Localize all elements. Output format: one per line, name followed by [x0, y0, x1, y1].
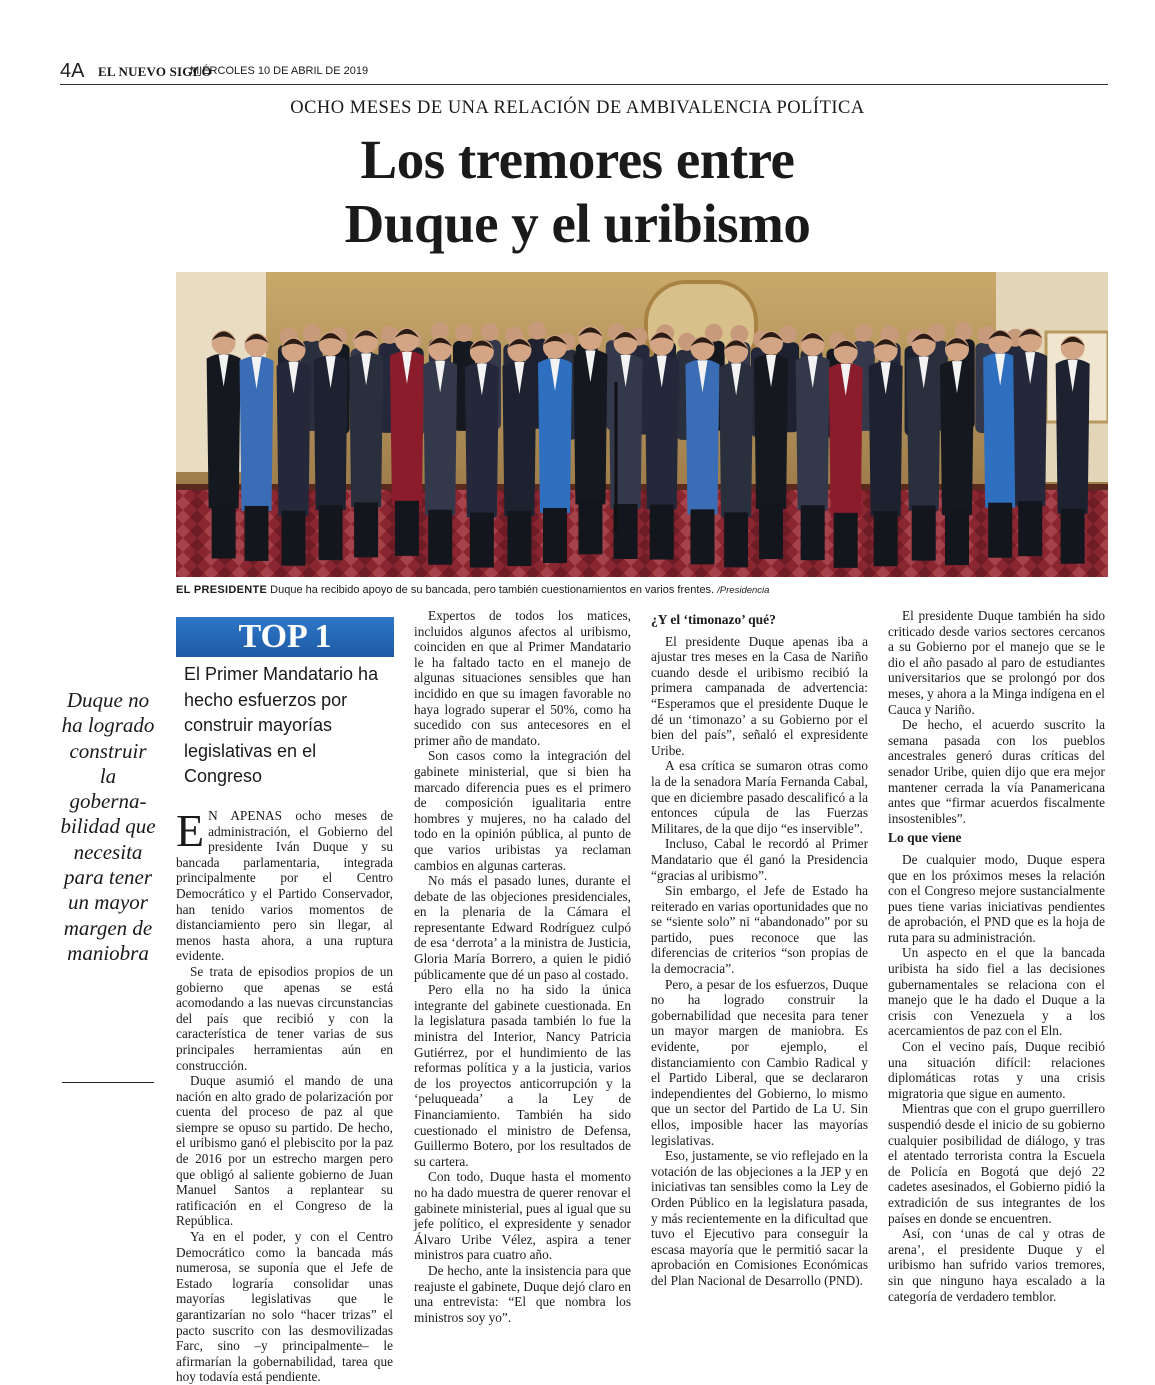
photo-caption — [176, 584, 1108, 596]
article-headline — [0, 128, 1155, 256]
paragraph: Así, con ‘unas de cal y otras de arena’, el presidente Duque y el uribismo han sufrido varios tremores, sin que ninguno haya escalado a la categoría de verdadero temblor. — [888, 1226, 1105, 1304]
paragraph: Incluso, Cabal le recordó al Primer Mandatario que él ganó la Presidencia “gracias al uribismo”. — [651, 836, 868, 883]
paragraph: Expertos de todos los matices, incluidos algunos afectos al uribismo, coinciden en que al Primer Mandatario le ha faltado tacto en el manejo de algunas situaciones sensibles que han incidido en que su imagen favorable no haya logrado superar el 50%, como ha sucedido con sus antecesores en el primer año de mandato. — [414, 608, 631, 748]
article-column-1 — [176, 805, 393, 1385]
issue-date: MIÉRCOLES 10 DE ABRIL DE 2019 — [190, 65, 369, 77]
article-column-4 — [888, 608, 1105, 1304]
article-column-3 — [651, 608, 868, 1289]
headline-line-1: Los tremores entre — [360, 129, 795, 190]
group-photo — [176, 272, 1108, 577]
section-heading: Lo que viene — [888, 830, 962, 846]
paragraph: El presidente Duque apenas iba a ajustar tres meses en la Casa de Nariño cuando desde el uribismo recibió la primera campanada de advertencia: “Esperamos que el presidente Duque le dé un ‘timonazo’ a su Gobierno por el bien del país”, señaló el expresidente Uribe. — [651, 633, 868, 758]
article-column-2 — [414, 608, 631, 1325]
top-summary: El Primer Mandatario ha hecho esfuerzos por construir mayorías legislativas en el Congreso — [184, 664, 379, 786]
paragraph: De hecho, el acuerdo suscrito la semana pasada con los pueblos ancestrales generó duras críticas del senador Uribe, quien dijo que era mejor mantener cerrada la vía Panamericana antes que “firmar acuerdos fiscalmente insostenibles”. — [888, 717, 1105, 826]
paragraph: Un aspecto en el que la bancada uribista ha sido fiel a las decisiones gubernamentales se relaciona con el manejo que le ha dado el Duque a la crisis con Venezuela y a los acercamientos de paz con el Eln. — [888, 945, 1105, 1039]
pull-quote: Duque no ha logrado construir la goberna-bilidad que necesita para tener un mayor margen de maniobra — [60, 688, 156, 965]
paragraph: Sin embargo, el Jefe de Estado ha reiterado en varias oportunidades que no se “siente solo” ni “abandonado” por su partido, pues reconoce que las diferencias de criterios “son propias de la democracia”. — [651, 883, 868, 977]
pull-quote-rule — [62, 1082, 154, 1083]
paragraph: De cualquier modo, Duque espera que en los próximos meses la relación con el Congreso mejore sustancialmente pues tiene varias iniciativas pendientes de aprobación, el PND que es la hoja de ruta para su administración. — [888, 851, 1105, 945]
paragraph: E N APENAS ocho meses de administración, el Gobierno del presidente Iván Duque y su bancada parlamentaria, integrada principalmente por el Centro Democrático y el Partido Conservador, han tenido varios momentos de distanciamiento pero sin llegar, al menos hasta ahora, a una ruptura evidente. — [176, 805, 393, 964]
headline-line-2: Duque y el uribismo — [344, 193, 811, 254]
caption-text: Duque ha recibido apoyo de su bancada, pero también cuestionamientos en varios frentes. — [267, 584, 718, 596]
paragraph: Con el vecino país, Duque recibió una situación difícil: relaciones diplomáticas rotas y una crisis migratoria que sigue en aumento. — [888, 1039, 1105, 1101]
paragraph: A esa crítica se sumaron otras como la de la senadora María Fernanda Cabal, que en diciembre pasado descalificó a la entonces cúpula de las Fuerzas Militares, de la que dijo “es inservible”. — [651, 758, 868, 836]
paragraph: Mientras que con el grupo guerrillero suspendió desde el inicio de su gobierno cualquier posibilidad de diálogo, y tras el atentado terrorista contra la Escuela de Policía en Bogotá que dejó 22 cadetes asesinados, el Gobierno pidió la extradición de sus integrantes de los países en donde se encuentren. — [888, 1101, 1105, 1226]
paragraph: Duque asumió el mando de una nación en alto grado de polarización por cuenta del proceso de paz al que siempre se opuso su partido. De hecho, el uribismo ganó el plebiscito por la paz de 2016 por un estrecho margen pero que obligó al saliente gobierno de Juan Manuel Santos a replantear su ratificación en el Congreso de la República. — [176, 1073, 393, 1229]
photo-credit: /Presidencia — [717, 585, 770, 596]
section-heading: ¿Y el ‘timonazo’ qué? — [651, 612, 776, 627]
paragraph: Se trata de episodios propios de un gobierno que apenas se está acomodando a las nuevas circunstancias del país que recibió y con la característica de tener varias de sus principales herramientas aún en construcción. — [176, 963, 393, 1073]
page-header — [60, 58, 1108, 85]
page-number: 4A — [60, 60, 85, 82]
drop-cap: E — [176, 805, 205, 856]
paragraph: El presidente Duque también ha sido criticado desde varios sectores cercanos a su Gobierno por el manejo que se le dio el año pasado al paro de estudiantes universitarios que se prolongó por dos meses, y ahora a la Minga indígena en el Cauca y Nariño. — [888, 608, 1105, 717]
paragraph: Son casos como la integración del gabinete ministerial, que si bien ha marcado diferencia pues es el primero de composición igualitaria entre hombres y mujeres, no ha calado del todo en la opinión pública, al punto de que varios uribistas ya reclaman cambios en algunas carteras. — [414, 748, 631, 873]
paragraph: De hecho, ante la insistencia para que reajuste el gabinete, Duque dejó claro en una entrevista: “El que nombra los ministros soy yo”. — [414, 1262, 631, 1325]
paragraph: Pero ella no ha sido la única integrante del gabinete cuestionada. En la legislatura pasada también lo fue la ministra del Interior, Nancy Patricia Gutiérrez, por el hundimiento de las reformas política y a la justicia, varios de los proyectos anticorrupción y la ‘peluqueada’ a la Ley de Financiamiento. También ha sido cuestionado el ministro de Defensa, Guillermo Botero, por los resultados de su cartera. — [414, 982, 631, 1169]
article-kicker: OCHO MESES DE UNA RELACIÓN DE AMBIVALENCIA POLÍTICA — [290, 98, 865, 118]
paragraph: Ya en el poder, y con el Centro Democrático como la bancada más numerosa, se suponía que el Jefe de Estado lograría consolidar unas mayorías legislativas que le garantizarían no solo “hacer trizas” el pacto suscrito con las desmovilizadas Farc, sino –y principalmente– le afirmarían la gobernabilidad, tarea que hoy todavía está pendiente. — [176, 1229, 393, 1385]
top-banner: TOP 1 — [176, 617, 394, 657]
newspaper-masthead: EL NUEVO SIGLO — [98, 64, 212, 79]
paragraph: No más el pasado lunes, durante el debate de las objeciones presidenciales, en la plenaria de la Cámara el representante Edward Rodríguez culpó de esa ‘derrota’ a la ministra de Justicia, Gloria María Borrero, a quien le pidió públicamente que dé un paso al costado. — [414, 873, 631, 982]
paragraph: Con todo, Duque hasta el momento no ha dado muestra de querer renovar el gabinete ministerial, pues al igual que su jefe político, el expresidente y senador Álvaro Uribe Vélez, aspira a tener ministros para cuatro año. — [414, 1169, 631, 1263]
caption-lead: EL PRESIDENTE — [176, 584, 268, 596]
paragraph: Eso, justamente, se vio reflejado en la votación de las objeciones a la JEP y en iniciativas tan sensibles como la Ley de Orden Público en la legislatura pasada, y más recientemente en la dificultad que tuvo el Ejecutivo para conseguir la escasa mayoría que le permitió sacar la aprobación en Comisiones Económicas del Plan Nacional de Desarrollo (PND). — [651, 1148, 868, 1288]
paragraph: Pero, a pesar de los esfuerzos, Duque no ha logrado construir la gobernabilidad que necesita para tener un mayor margen de maniobra. Es evidente, por ejemplo, el distanciamiento con Cambio Radical y el Partido Liberal, que se declararon independientes del Gobierno, lo mismo que un sector del Partido de La U. Sin ellos, imposible hacer las mayorías legislativas. — [651, 976, 868, 1148]
